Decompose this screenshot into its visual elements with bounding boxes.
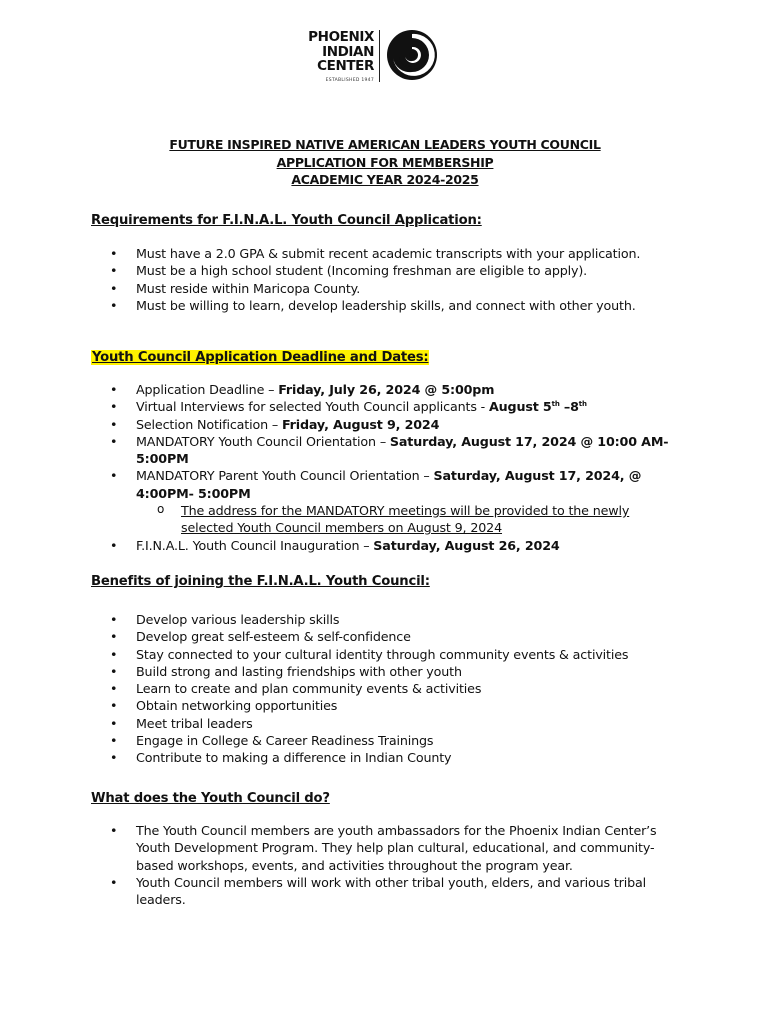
swirl-emblem-icon (385, 28, 439, 82)
list-item (110, 381, 685, 398)
phoenix-indian-center-logo (296, 28, 438, 88)
list-item (110, 537, 685, 554)
what-heading: What does the Youth Council do? (91, 791, 330, 806)
list-item: • Youth Council members will work with other tribal youth, elders, and various tribal leaders. (110, 874, 680, 909)
dates-list (110, 381, 685, 554)
item-value: Friday, July 26, 2024 @ 5:00pm (278, 382, 495, 397)
item-value: Saturday, August 26, 2024 (373, 537, 560, 553)
dates-heading (91, 350, 429, 365)
list-item: • Stay connected to your cultural identity through community events & activities (110, 646, 685, 663)
benefits-heading: Benefits of joining the F.I.N.A.L. Youth Council: (91, 574, 430, 589)
sub-list (136, 502, 685, 537)
dates-heading-text: Youth Council Application Deadline and Dates: (92, 350, 429, 365)
logo-divider (379, 30, 380, 82)
ordinal-a: th (551, 400, 560, 409)
list-item (110, 416, 685, 433)
item-label: F.I.N.A.L. Youth Council Inauguration – (136, 537, 374, 553)
item-label: Selection Notification – (136, 416, 282, 432)
list-item: • Obtain networking opportunities (110, 697, 685, 714)
item-value: Saturday, August 17, 2024, @ 4:00PM- 5:00PM (136, 468, 642, 501)
list-item: • Develop various leadership skills (110, 611, 685, 628)
list-item: • Meet tribal leaders (110, 715, 685, 732)
what-list (110, 822, 680, 908)
document-title (0, 136, 770, 189)
requirements-heading: Requirements for F.I.N.A.L. Youth Council Application: (91, 213, 482, 228)
list-item: • The Youth Council members are youth ambassadors for the Phoenix Indian Center’s Youth Development Program. They help plan cultural, educational, and community-based workshops, events, and activities throughout the program year. (110, 822, 680, 874)
logo-wordmark (296, 30, 374, 74)
list-item (110, 467, 685, 536)
list-item: • Must have a 2.0 GPA & submit recent academic transcripts with your application. (110, 245, 685, 262)
title-line-1: FUTURE INSPIRED NATIVE AMERICAN LEADERS YOUTH COUNCIL (169, 137, 601, 152)
list-item: • Engage in College & Career Readiness Trainings (110, 732, 685, 749)
list-item (110, 398, 685, 415)
date-a: August 5 (488, 399, 552, 415)
list-item: • Must reside within Maricopa County. (110, 280, 685, 297)
list-item: • Contribute to making a difference in Indian County (110, 749, 685, 766)
item-value: Friday, August 9, 2024 (281, 416, 440, 432)
list-item: • Build strong and lasting friendships with other youth (110, 663, 685, 680)
logo-established: ESTABLISHED 1947 (325, 78, 374, 83)
item-label: MANDATORY Youth Council Orientation – (136, 433, 390, 449)
item-label: MANDATORY Parent Youth Council Orientation – (136, 468, 434, 484)
item-label: Virtual Interviews for selected Youth Council applicants - (136, 399, 489, 415)
item-label: Application Deadline – (136, 382, 279, 397)
list-item (110, 433, 685, 468)
list-item: • Must be willing to learn, develop leadership skills, and connect with other youth. (110, 297, 685, 314)
list-item: • Develop great self-esteem & self-confidence (110, 628, 685, 645)
logo-line-3: CENTER (317, 58, 374, 74)
benefits-list (110, 611, 685, 767)
ordinal-b: th (578, 400, 587, 409)
list-item: • Learn to create and plan community events & activities (110, 680, 685, 697)
title-line-2: APPLICATION FOR MEMBERSHIP (276, 154, 494, 170)
sub-list-item: o The address for the MANDATORY meetings will be provided to the newly selected Youth Council members on August 9, 2024 (136, 502, 685, 537)
date-b: –8 (559, 399, 579, 415)
item-value: Saturday, August 17, 2024 @ 10:00 AM-5:00PM (136, 433, 669, 467)
item-value (489, 399, 587, 414)
list-item: • Must be a high school student (Incoming freshman are eligible to apply). (110, 262, 685, 279)
title-line-3: ACADEMIC YEAR 2024-2025 (291, 172, 479, 187)
logo-line-2: INDIAN (322, 43, 374, 60)
logo-line-1: PHOENIX (308, 29, 374, 45)
requirements-list (110, 245, 685, 314)
